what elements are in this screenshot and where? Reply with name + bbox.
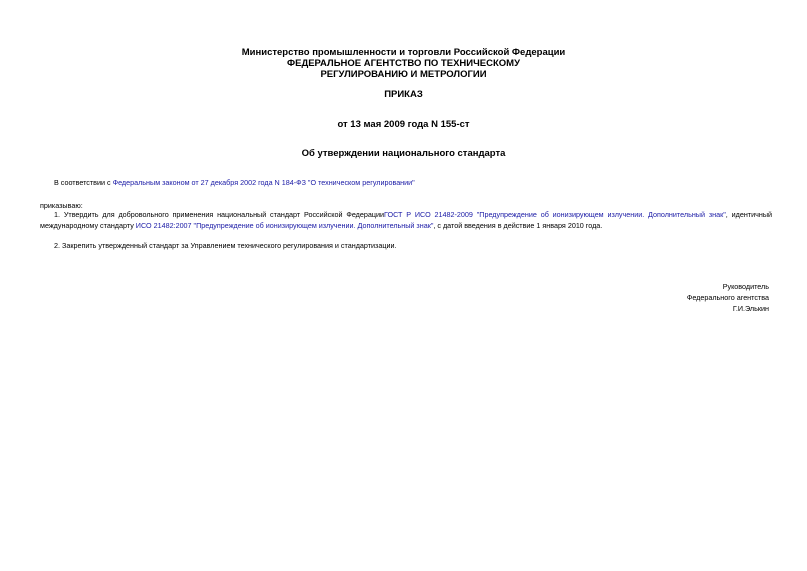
- ministry-name: Министерство промышленности и торговли Российской Федерации: [241, 47, 566, 58]
- item-1-middle: , идентичный международному стандарту: [40, 210, 772, 230]
- iso-standard-link[interactable]: ИСО 21482:2007 "Предупреждение об ионизирующем излучении. Дополнительный знак": [135, 221, 434, 230]
- federal-law-link[interactable]: Федеральным законом от 27 декабря 2002 года N 184-ФЗ "О техническом регулировании": [112, 178, 415, 187]
- paragraph-item-1: [40, 209, 772, 231]
- signature-organization: Федерального агентства: [686, 293, 769, 302]
- order-title: Об утверждении национального стандарта: [301, 148, 506, 159]
- agency-name-line-1: ФЕДЕРАЛЬНОЕ АГЕНТСТВО ПО ТЕХНИЧЕСКОМУ: [287, 58, 520, 69]
- paragraph-basis: [54, 177, 774, 188]
- signature-block: [687, 281, 769, 314]
- paragraph-order-verb: приказываю:: [40, 201, 83, 210]
- order-heading: ПРИКАЗ: [384, 89, 423, 100]
- basis-prefix: В соответствии с: [54, 178, 113, 187]
- document-header: [0, 47, 807, 80]
- order-date: от 13 мая 2009 года N 155-ст: [337, 119, 470, 130]
- gost-standard-link[interactable]: ГОСТ Р ИСО 21482-2009 "Предупреждение об ионизирующем излучении. Дополнительный знак": [384, 210, 726, 219]
- item-1-suffix: , с датой введения в действие 1 января 2010 года.: [433, 221, 603, 230]
- agency-name-line-2: РЕГУЛИРОВАНИЮ И МЕТРОЛОГИИ: [320, 69, 487, 80]
- item-1-prefix: 1. Утвердить для добровольного применения национальный стандарт Российской Федерации: [54, 210, 384, 219]
- signature-name: Г.И.Элькин: [732, 304, 769, 313]
- signature-position: Руководитель: [722, 282, 769, 291]
- paragraph-item-2: 2. Закрепить утвержденный стандарт за Управлением технического регулирования и стандартизации.: [54, 241, 397, 250]
